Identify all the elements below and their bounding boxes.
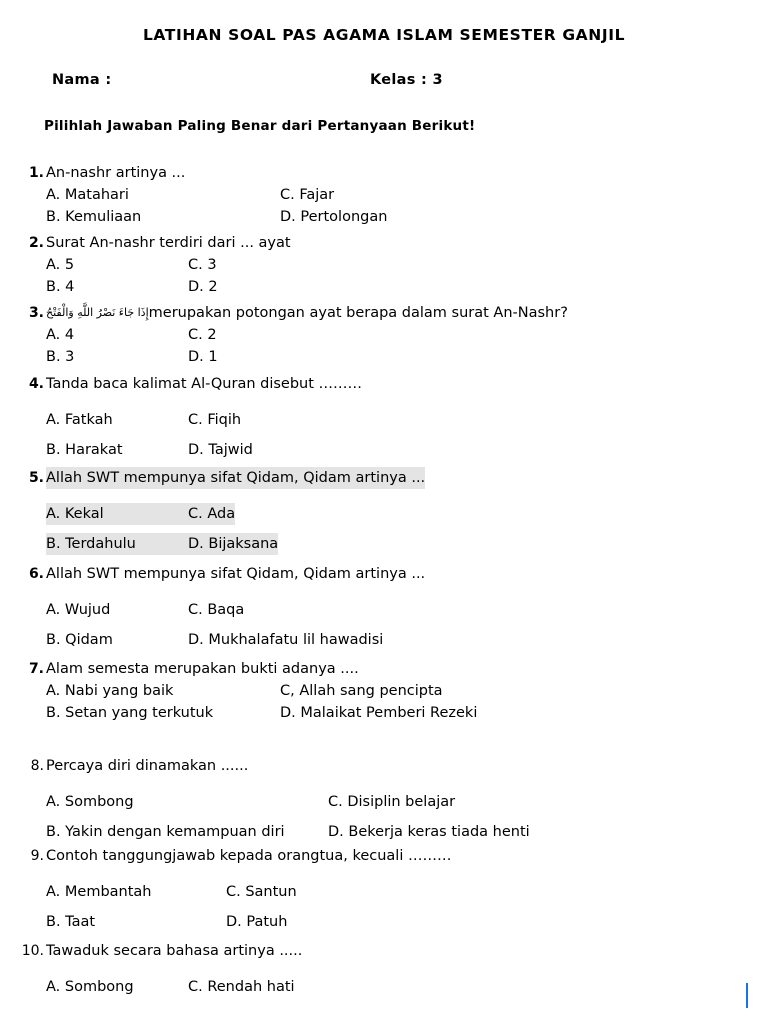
option-a[interactable]: A. Wujud — [46, 602, 111, 618]
question-number: 6. — [28, 566, 44, 582]
question-stem — [0, 658, 768, 680]
option-a[interactable]: A. Sombong — [46, 979, 134, 995]
option-c[interactable]: C, Allah sang pencipta — [280, 683, 443, 699]
question-9 — [0, 845, 768, 933]
option-row-bd — [0, 911, 768, 933]
option-b[interactable]: B. Terdahulu — [46, 533, 188, 555]
option-c[interactable]: C. Baqa — [188, 602, 245, 618]
option-c[interactable]: C. Fiqih — [188, 412, 242, 428]
question-7 — [0, 658, 768, 724]
option-row-ac — [0, 184, 768, 206]
instruction-text: Pilihlah Jawaban Paling Benar dari Pertanyaan Berikut! — [44, 118, 476, 134]
option-row-bd — [0, 533, 768, 555]
option-a[interactable]: A. 5 — [46, 257, 75, 273]
option-row-ac — [0, 599, 768, 621]
option-a[interactable]: A. Fatkah — [46, 412, 113, 428]
identity-row — [52, 72, 712, 88]
question-6 — [0, 563, 768, 651]
option-row-ac — [0, 881, 768, 903]
option-row-bd — [0, 439, 768, 461]
question-number: 8. — [30, 758, 44, 774]
nama-label: Nama : — [52, 72, 112, 88]
arabic-ayat: إِذَا جَاءَ نَصْرُ اللَّهِ وَالْفَتْحُ — [46, 306, 149, 319]
option-b[interactable]: B. Qidam — [46, 632, 113, 648]
option-row-ac — [0, 254, 768, 276]
question-number: 10. — [21, 943, 44, 959]
question-text: Percaya diri dinamakan ...... — [46, 758, 249, 774]
question-text: Allah SWT mempunya sifat Qidam, Qidam artinya ... — [46, 467, 425, 489]
option-row-ac — [0, 680, 768, 702]
option-b[interactable]: B. 4 — [46, 279, 75, 295]
option-row-bd — [0, 206, 768, 228]
question-number: 5. — [28, 470, 44, 486]
option-row-ac — [0, 791, 768, 813]
question-text: An-nashr artinya ... — [46, 165, 186, 181]
option-d[interactable]: D. 1 — [188, 349, 218, 365]
question-10 — [0, 940, 768, 998]
question-number: 2. — [28, 235, 44, 251]
option-c[interactable]: C. Rendah hati — [188, 979, 295, 995]
option-row-bd — [0, 629, 768, 651]
question-text: Tawaduk secara bahasa artinya ..... — [46, 943, 303, 959]
option-c[interactable]: C. 3 — [188, 257, 217, 273]
question-number: 1. — [28, 165, 44, 181]
option-b[interactable]: B. Harakat — [46, 442, 123, 458]
question-stem — [0, 467, 768, 489]
option-d[interactable]: D. Pertolongan — [280, 209, 388, 225]
question-text: Contoh tanggungjawab kepada orangtua, kecuali ……… — [46, 848, 452, 864]
kelas-label: Kelas : 3 — [370, 72, 443, 88]
option-d[interactable]: D. Bijaksana — [188, 533, 278, 555]
option-row-bd — [0, 346, 768, 368]
option-b[interactable]: B. Yakin dengan kemampuan diri — [46, 824, 285, 840]
question-text: Alam semesta merupakan bukti adanya .... — [46, 661, 359, 677]
option-d[interactable]: D. Tajwid — [188, 442, 253, 458]
question-text: Allah SWT mempunya sifat Qidam, Qidam artinya ... — [46, 566, 426, 582]
option-row-ac — [0, 976, 768, 998]
option-c[interactable]: C. Disiplin belajar — [328, 794, 456, 810]
question-text-group — [46, 302, 568, 324]
option-c[interactable]: C. 2 — [188, 327, 217, 343]
question-8 — [0, 755, 768, 843]
question-1 — [0, 162, 768, 228]
question-stem — [0, 373, 768, 395]
option-b[interactable]: B. Setan yang terkutuk — [46, 705, 214, 721]
question-stem — [0, 755, 768, 777]
question-text: Tanda baca kalimat Al-Quran disebut ……… — [46, 376, 363, 392]
question-stem — [0, 162, 768, 184]
option-row-bd — [0, 276, 768, 298]
option-c[interactable]: C. Fajar — [280, 187, 335, 203]
question-5 — [0, 467, 768, 555]
option-b[interactable]: B. Taat — [46, 914, 96, 930]
option-d[interactable]: D. Malaikat Pemberi Rezeki — [280, 705, 478, 721]
option-row-ac — [0, 409, 768, 431]
option-b[interactable]: B. 3 — [46, 349, 75, 365]
option-d[interactable]: D. 2 — [188, 279, 218, 295]
question-number: 4. — [28, 376, 44, 392]
question-4 — [0, 373, 768, 461]
option-b[interactable]: B. Kemuliaan — [46, 209, 142, 225]
question-number: 9. — [30, 848, 44, 864]
question-stem — [0, 302, 768, 324]
page-title: LATIHAN SOAL PAS AGAMA ISLAM SEMESTER GANJIL — [142, 26, 626, 44]
option-a[interactable]: A. Nabi yang baik — [46, 683, 174, 699]
option-row-bd — [0, 821, 768, 843]
question-stem — [0, 232, 768, 254]
question-2 — [0, 232, 768, 298]
question-stem — [0, 845, 768, 867]
option-a[interactable]: A. Kekal — [46, 503, 188, 525]
option-d[interactable]: D. Bekerja keras tiada henti — [328, 824, 530, 840]
option-d[interactable]: D. Mukhalafatu lil hawadisi — [188, 632, 384, 648]
option-row-bd — [0, 702, 768, 724]
option-a[interactable]: A. Matahari — [46, 187, 129, 203]
question-text: merupakan potongan ayat berapa dalam surat An-Nashr? — [148, 305, 568, 321]
option-c[interactable]: C. Santun — [226, 884, 297, 900]
text-cursor-caret — [746, 983, 748, 1008]
option-c[interactable]: C. Ada — [188, 503, 235, 525]
question-3 — [0, 302, 768, 368]
question-number: 3. — [28, 305, 44, 321]
question-stem — [0, 563, 768, 585]
option-d[interactable]: D. Patuh — [226, 914, 288, 930]
question-stem — [0, 940, 768, 962]
question-text: Surat An-nashr terdiri dari ... ayat — [46, 235, 291, 251]
option-row-ac — [0, 503, 768, 525]
option-a[interactable]: A. Sombong — [46, 794, 134, 810]
option-a[interactable]: A. 4 — [46, 327, 75, 343]
option-row-ac — [0, 324, 768, 346]
question-number: 7. — [28, 661, 44, 677]
option-a[interactable]: A. Membantah — [46, 884, 152, 900]
